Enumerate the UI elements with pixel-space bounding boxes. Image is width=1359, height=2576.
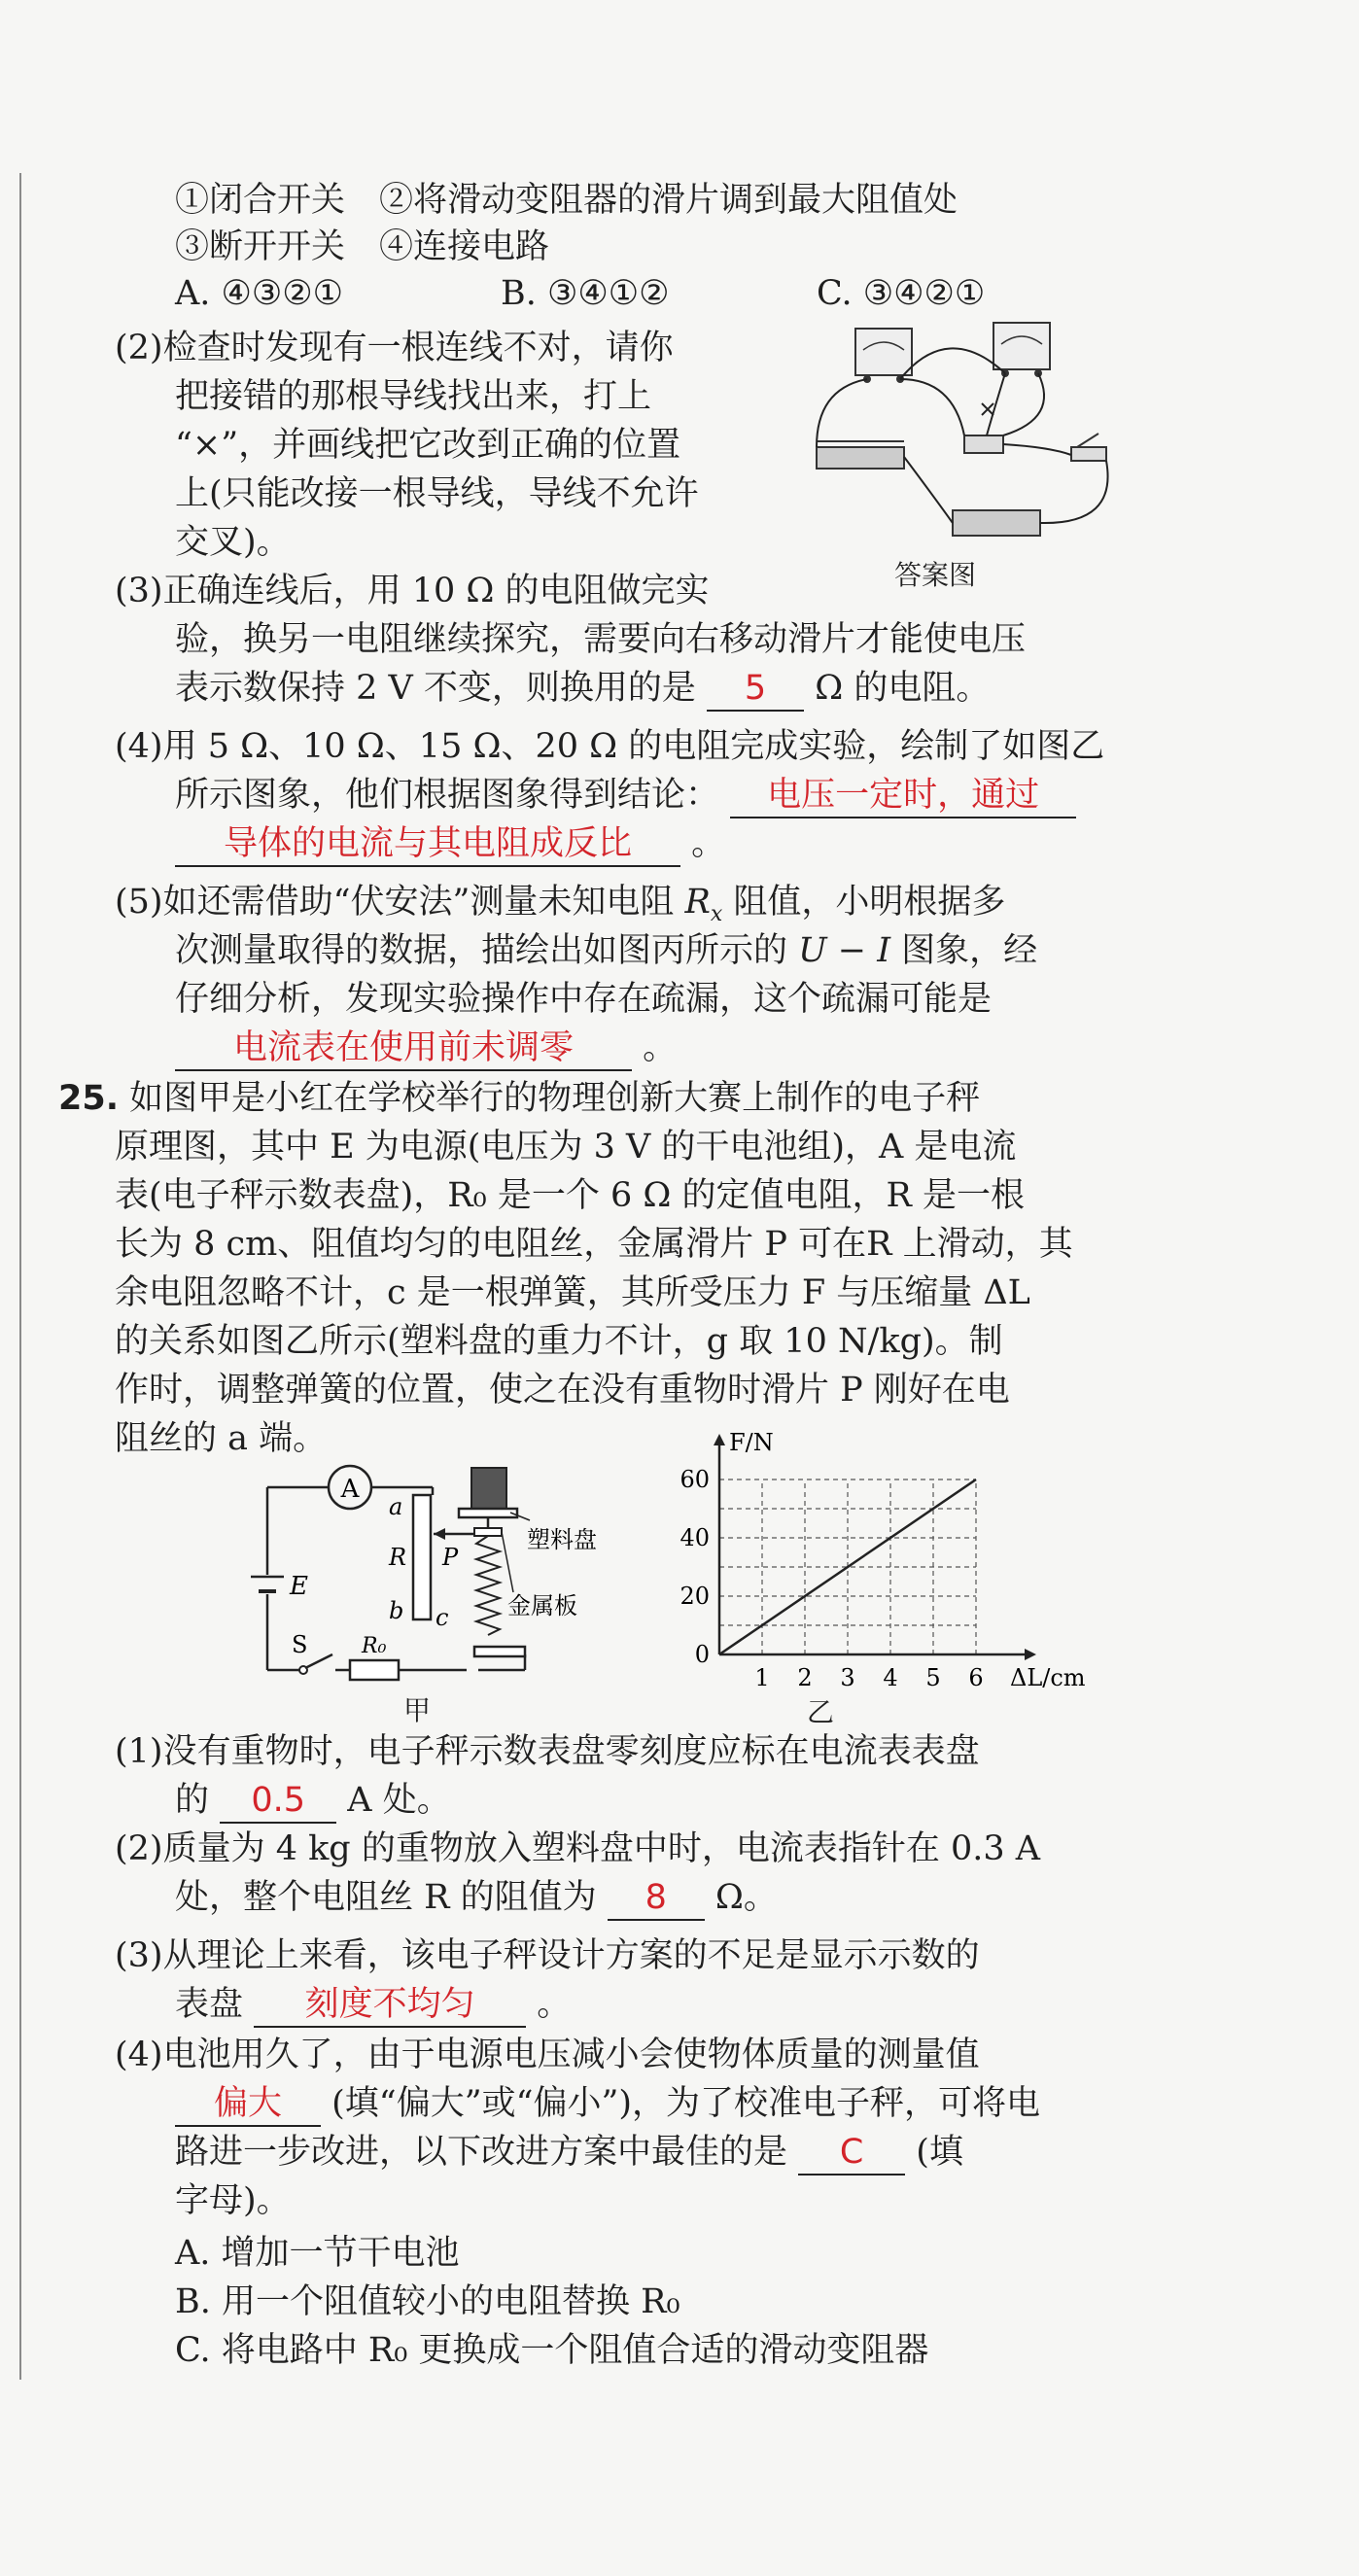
ammeter-symbol [329,1466,371,1509]
x-tick-label: 4 [883,1664,898,1691]
q4-end: 。 [691,824,726,863]
option-a: A. ④③②① [175,274,344,313]
x-tick-label: 1 [754,1664,770,1691]
label-r0: R₀ [362,1634,387,1658]
q4-line-1: (4)用 5 Ω、10 Ω、15 Ω、20 Ω 的电阻完成实验，绘制了如图乙 [115,727,1105,766]
battery-symbol [251,1577,284,1591]
q5-var-u: U [798,931,827,970]
choice-c: C. 将电路中 R₀ 更换成一个阻值合适的滑动变阻器 [175,2331,929,2370]
plastic-tray [459,1509,517,1517]
problem-25-line-7: 作时，调整弹簧的位置，使之在没有重物时滑片 P 刚好在电 [115,1371,1010,1410]
q5-text-d: 阻值，小明根据多 [722,883,1006,922]
q3-unit: Ω 的电阻。 [815,669,991,708]
s1-text: 的 [175,1781,210,1820]
q2-line-1: (2)检查时发现有一根连线不对，请你 [115,329,674,367]
answer-q3: 5 [707,667,804,712]
x-tick-label: 6 [968,1664,984,1691]
label-r: R [389,1544,407,1571]
problem-25-line-6: 的关系如图乙所示(塑料盘的重力不计，g 取 10 N/kg)。制 [115,1322,1003,1361]
q3-line-3 [175,665,990,712]
label-p: P [442,1544,459,1571]
choice-a: A. 增加一节干电池 [175,2234,460,2273]
s2-line-2 [175,1874,778,1921]
battery-icon [953,510,1040,536]
slider-p [434,1528,474,1571]
y-axis-label: F/N [729,1429,774,1456]
q5-minus: − [826,931,878,970]
q2-line-4: 上(只能改接一根导线，导线不允许 [175,474,699,513]
option-c: C. ③④②① [817,274,986,313]
spring-c [476,1536,500,1635]
s3-end: 。 [537,1985,572,2024]
problem-25-line-8: 阻丝的 a 端。 [115,1419,328,1458]
ammeter-label: A [340,1475,360,1504]
label-plate: 金属板 [507,1592,577,1619]
problem-25-line-3: 表(电子秤示数表盘)，R₀ 是一个 6 Ω 的定值电阻，R 是一根 [115,1176,1025,1215]
label-e: E [290,1572,308,1601]
answer-figure-caption: 答案图 [894,559,977,591]
resistor-icon [964,435,1003,453]
q5-end: 。 [643,1028,678,1067]
q2-line-2: 把接错的那根导线找出来，打上 [175,377,652,416]
x-tick-label: 5 [925,1664,941,1691]
q4-line-2 [175,772,1076,818]
q5-line-2 [175,927,1037,974]
s1-unit: A 处。 [347,1781,451,1820]
q2-line-5: 交叉)。 [175,523,291,562]
answer-figure [787,311,1147,554]
q5-line-4 [175,1025,677,1071]
label-tray: 塑料盘 [527,1526,597,1553]
q5-text-2e: 图象，经 [890,931,1038,970]
q4-line-3 [175,820,725,867]
p25-text-1: 如图甲是小红在学校举行的物理创新大赛上制作的电子秤 [129,1079,981,1118]
problem-25-line-1 [58,1075,980,1122]
s2-line-1: (2)质量为 4 kg 的重物放入塑料盘中时，电流表指针在 0.3 A [115,1829,1041,1868]
s2-text: 处，整个电阻丝 R 的阻值为 [175,1878,597,1917]
answer-q4-part1: 电压一定时，通过 [730,774,1076,818]
circuit-diagram-jia [243,1458,632,1721]
s4-line-1: (4)电池用久了，由于电源电压减小会使物体质量的测量值 [115,2036,980,2074]
q5-sub-x: x [710,902,723,926]
s3-line-2 [175,1981,571,2028]
s4-line-4: 字母)。 [175,2181,291,2220]
s2-unit: Ω。 [714,1878,778,1917]
s4-line-3 [175,2129,963,2176]
voltmeter-icon [993,323,1050,377]
metal-plate [474,1528,502,1536]
y-tick-label: 20 [680,1583,710,1610]
label-c: c [436,1604,449,1631]
s3-line-1: (3)从理论上来看，该电子秤设计方案的不足是显示示数的 [115,1936,980,1975]
s4-text-3: 路进一步改进，以下改进方案中最佳的是 [175,2133,788,2172]
label-a: a [389,1493,403,1520]
switch-icon [1071,434,1106,461]
q3-text: 表示数保持 2 V 不变，则换用的是 [175,669,696,708]
figure-jia-caption: 甲 [403,1694,432,1726]
q5-text-2a: 次测量取得的数据，描绘出如图丙所示的 [175,931,799,970]
base-plate [474,1647,525,1656]
answer-s1: 0.5 [220,1779,336,1824]
figure-yi-caption: 乙 [807,1696,835,1728]
q5-var-r: R [684,883,711,922]
s4-text-3b: (填 [916,2133,963,2172]
choice-b: B. 用一个阻值较小的电阻替换 R₀ [175,2282,680,2321]
q3-line-1: (3)正确连线后，用 10 Ω 的电阻做完实 [115,572,710,610]
steps-line-2: ③断开开关 ④连接电路 [175,227,550,266]
cross-mark [982,403,993,415]
label-s: S [292,1631,308,1658]
q5-text-a: (5)如还需借助“伏安法”测量未知电阻 [115,883,685,922]
x-axis-arrow [1025,1649,1036,1660]
answer-q4-part2: 导体的电流与其电阻成反比 [175,822,680,867]
y-axis-arrow [714,1434,725,1445]
weight-block [471,1468,506,1509]
q3-line-2: 验，换另一电阻继续探究，需要向右移动滑片才能使电压 [175,620,1027,659]
s4-text-2: (填“偏大”或“偏小”)，为了校准电子秤，可将电 [331,2084,1041,2123]
problem-25-line-4: 长为 8 cm、阻值均匀的电阻丝，金属滑片 P 可在R 上滑动，其 [115,1225,1073,1264]
s1-line-1: (1)没有重物时，电子秤示数表盘零刻度应标在电流表表盘 [115,1732,980,1771]
answer-s4-1: 偏大 [175,2082,321,2127]
q2-line-3: “×”，并画线把它改到正确的位置 [175,426,681,465]
problem-number: 25. [58,1079,120,1118]
s1-line-2 [175,1777,451,1824]
answer-s3: 刻度不均匀 [254,1983,526,2028]
answer-s2: 8 [608,1876,705,1921]
x-tick-label: 2 [797,1664,813,1691]
label-b: b [389,1597,404,1624]
rheostat-icon [817,441,904,469]
force-compression-chart [661,1419,1086,1706]
x-tick-label: 3 [840,1664,855,1691]
s4-line-2 [175,2080,1040,2127]
y-tick-label: 40 [680,1524,710,1551]
steps-line-1: ①闭合开关 ②将滑动变阻器的滑片调到最大阻值处 [175,181,958,220]
q5-var-i: I [877,931,891,970]
option-b: B. ③④①② [501,274,670,313]
resistance-wire [413,1495,431,1619]
y-tick-label: 0 [694,1641,710,1668]
answer-q5: 电流表在使用前未调零 [175,1027,632,1071]
q4-text: 所示图象，他们根据图象得到结论： [175,776,720,815]
x-axis-label: ΔL/cm [1010,1664,1086,1691]
answer-s4-2: C [798,2131,905,2176]
s3-text: 表盘 [175,1985,244,2024]
y-tick-label: 60 [680,1466,710,1493]
problem-25-line-2: 原理图，其中 E 为电源(电压为 3 V 的干电池组)，A 是电流 [115,1128,1017,1166]
problem-25-line-5: 余电阻忽略不计，c 是一根弹簧，其所受压力 F 与压缩量 ΔL [115,1273,1030,1312]
margin-rule [19,173,21,2380]
resistor-r0 [350,1660,399,1680]
q5-line-3: 仔细分析，发现实验操作中存在疏漏，这个疏漏可能是 [175,980,993,1019]
